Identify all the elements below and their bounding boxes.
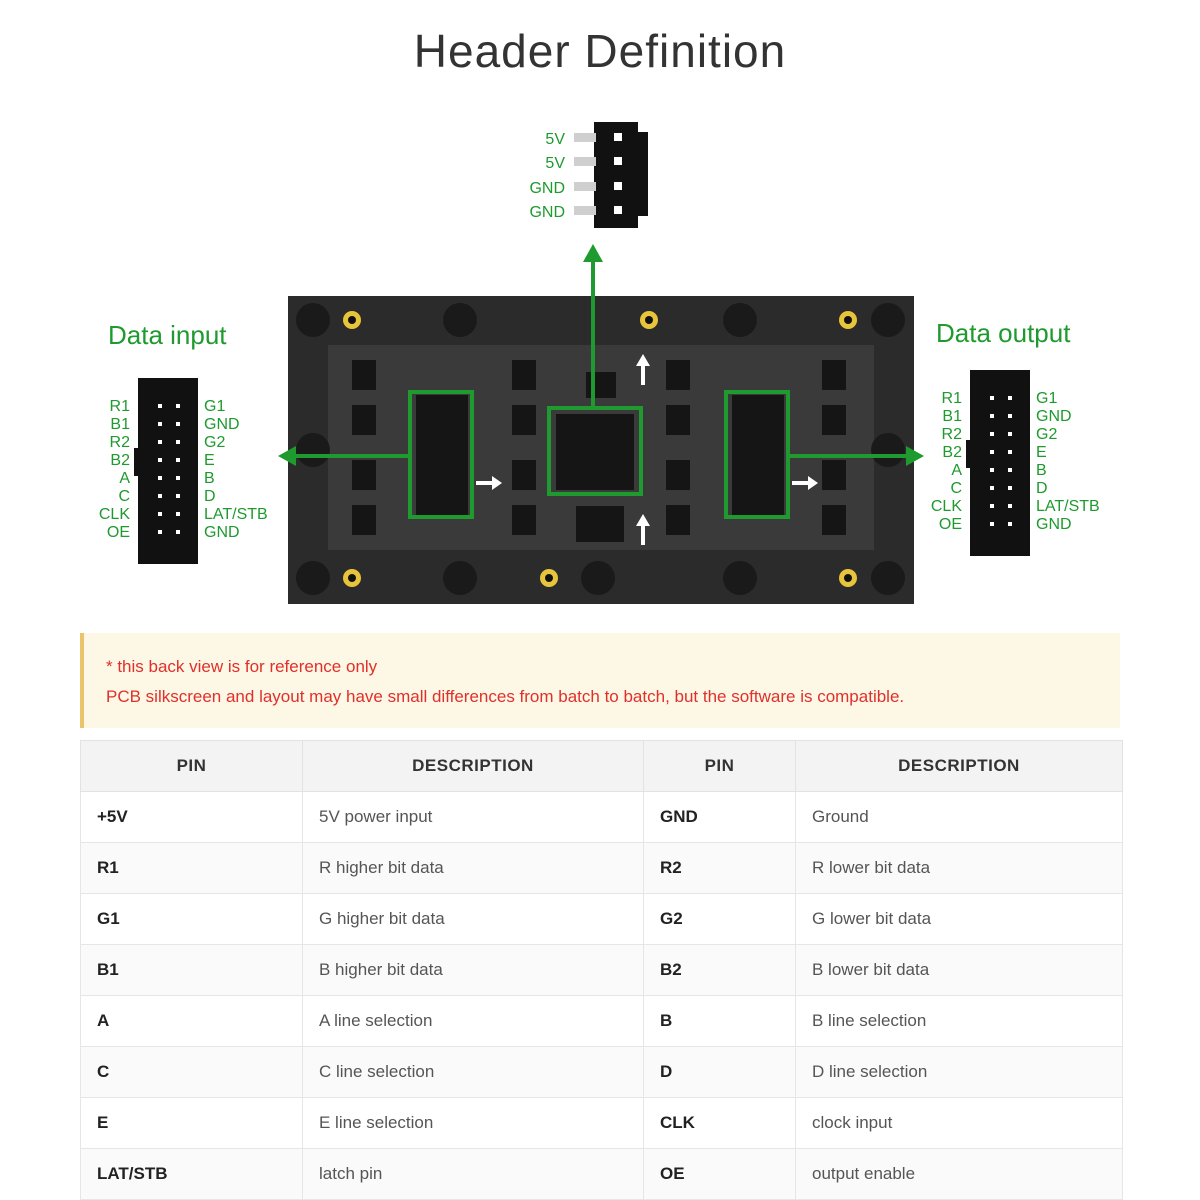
pin-label: E <box>1036 444 1047 461</box>
pin-label: G1 <box>1036 390 1058 407</box>
header-pin <box>990 414 994 418</box>
header-pin <box>1008 450 1012 454</box>
header-pin <box>158 530 162 534</box>
led-module-back <box>288 296 914 604</box>
header-pin <box>158 494 162 498</box>
header-pin <box>176 476 180 480</box>
header-pin <box>176 494 180 498</box>
note-line-1: * this back view is for reference only <box>106 657 378 676</box>
pin-cell: GND <box>644 792 796 843</box>
header-pin <box>158 422 162 426</box>
pin-label: B1 <box>942 408 962 425</box>
header-pin <box>176 458 180 462</box>
pin-label: R2 <box>941 426 962 443</box>
page-title: Header Definition <box>413 25 787 77</box>
pin-cell: B1 <box>81 945 303 996</box>
description-cell: B higher bit data <box>303 945 644 996</box>
pin-cell: A <box>81 996 303 1047</box>
header-pin <box>176 440 180 444</box>
header-pin <box>1008 432 1012 436</box>
table-row <box>81 1098 1123 1149</box>
pin-label: OE <box>938 516 962 533</box>
column-header: DESCRIPTION <box>796 741 1123 792</box>
header-pin <box>158 458 162 462</box>
table-row <box>81 996 1123 1047</box>
pin-label: LAT/STB <box>1036 498 1100 515</box>
header-pin <box>990 450 994 454</box>
header-pin <box>1008 522 1012 526</box>
pin-cell: E <box>81 1098 303 1149</box>
header-pin <box>990 522 994 526</box>
pin-label: R2 <box>109 434 130 451</box>
header-pin <box>1008 468 1012 472</box>
pin-label: B2 <box>942 444 962 461</box>
header-pin <box>990 486 994 490</box>
description-cell: G lower bit data <box>796 894 1123 945</box>
pin-label: G2 <box>1036 426 1058 443</box>
pin-label: E <box>204 452 215 469</box>
power-pin-label: GND <box>529 180 565 197</box>
pin-label: OE <box>106 524 130 541</box>
pin-cell: C <box>81 1047 303 1098</box>
data-input-title: Data input <box>108 320 227 350</box>
table-header-row <box>81 741 1123 792</box>
data-input-connector <box>134 378 198 564</box>
pin-table <box>80 740 1123 1200</box>
description-cell: output enable <box>796 1149 1123 1200</box>
pin-label: GND <box>204 416 240 433</box>
pin-label: A <box>119 470 130 487</box>
column-header: DESCRIPTION <box>303 741 644 792</box>
header-pin <box>158 476 162 480</box>
pin-cell: D <box>644 1047 796 1098</box>
pin-label: A <box>951 462 962 479</box>
description-cell: 5V power input <box>303 792 644 843</box>
data-output-title: Data output <box>936 318 1071 348</box>
description-cell: R higher bit data <box>303 843 644 894</box>
pin-label: GND <box>204 524 240 541</box>
header-pin <box>990 468 994 472</box>
description-cell: C line selection <box>303 1047 644 1098</box>
note-line-2: PCB silkscreen and layout may have small differences from batch to batch, but the software is compatible. <box>106 687 905 706</box>
header-pin <box>158 440 162 444</box>
header-pin <box>990 432 994 436</box>
power-pin-label: 5V <box>545 155 565 172</box>
reference-note <box>80 633 1120 728</box>
description-cell: latch pin <box>303 1149 644 1200</box>
table-row <box>81 1149 1123 1200</box>
table-row <box>81 792 1123 843</box>
pin-label: CLK <box>930 498 962 515</box>
power-pin-label: 5V <box>545 131 565 148</box>
header-pin <box>158 404 162 408</box>
header-pin <box>990 396 994 400</box>
description-cell: B line selection <box>796 996 1123 1047</box>
pin-label: GND <box>1036 516 1072 533</box>
pin-label: C <box>950 480 962 497</box>
column-header: PIN <box>644 741 796 792</box>
pin-label: GND <box>1036 408 1072 425</box>
pin-label: G1 <box>204 398 226 415</box>
pin-label: B2 <box>110 452 130 469</box>
header-pin <box>990 504 994 508</box>
pin-label: B1 <box>110 416 130 433</box>
description-cell: E line selection <box>303 1098 644 1149</box>
pin-label: R1 <box>941 390 962 407</box>
pin-label: D <box>1036 480 1048 497</box>
pin-cell: +5V <box>81 792 303 843</box>
pin-cell: R1 <box>81 843 303 894</box>
pin-cell: CLK <box>644 1098 796 1149</box>
pin-label: G2 <box>204 434 226 451</box>
description-cell: Ground <box>796 792 1123 843</box>
description-cell: D line selection <box>796 1047 1123 1098</box>
pin-cell: OE <box>644 1149 796 1200</box>
power-pin-label: GND <box>529 204 565 221</box>
description-cell: G higher bit data <box>303 894 644 945</box>
header-pin <box>176 530 180 534</box>
pin-label: B <box>1036 462 1047 479</box>
header-pin <box>1008 486 1012 490</box>
pin-label: CLK <box>98 506 130 523</box>
description-cell: clock input <box>796 1098 1123 1149</box>
description-cell: B lower bit data <box>796 945 1123 996</box>
header-pin <box>1008 414 1012 418</box>
header-pin <box>1008 396 1012 400</box>
pin-label: R1 <box>109 398 130 415</box>
header-pin <box>158 512 162 516</box>
pin-label: C <box>118 488 130 505</box>
pin-cell: G1 <box>81 894 303 945</box>
header-pin <box>1008 504 1012 508</box>
pin-cell: G2 <box>644 894 796 945</box>
column-header: PIN <box>81 741 303 792</box>
power-connector <box>574 122 648 228</box>
pin-cell: B <box>644 996 796 1047</box>
header-pin <box>176 512 180 516</box>
table-row <box>81 945 1123 996</box>
pin-label: LAT/STB <box>204 506 268 523</box>
description-cell: R lower bit data <box>796 843 1123 894</box>
description-cell: A line selection <box>303 996 644 1047</box>
data-output-connector <box>966 370 1030 556</box>
pin-cell: R2 <box>644 843 796 894</box>
table-row <box>81 894 1123 945</box>
pin-label: B <box>204 470 215 487</box>
table-row <box>81 1047 1123 1098</box>
pin-cell: LAT/STB <box>81 1149 303 1200</box>
pin-cell: B2 <box>644 945 796 996</box>
pin-label: D <box>204 488 216 505</box>
header-pin <box>176 422 180 426</box>
header-pin <box>176 404 180 408</box>
table-row <box>81 843 1123 894</box>
